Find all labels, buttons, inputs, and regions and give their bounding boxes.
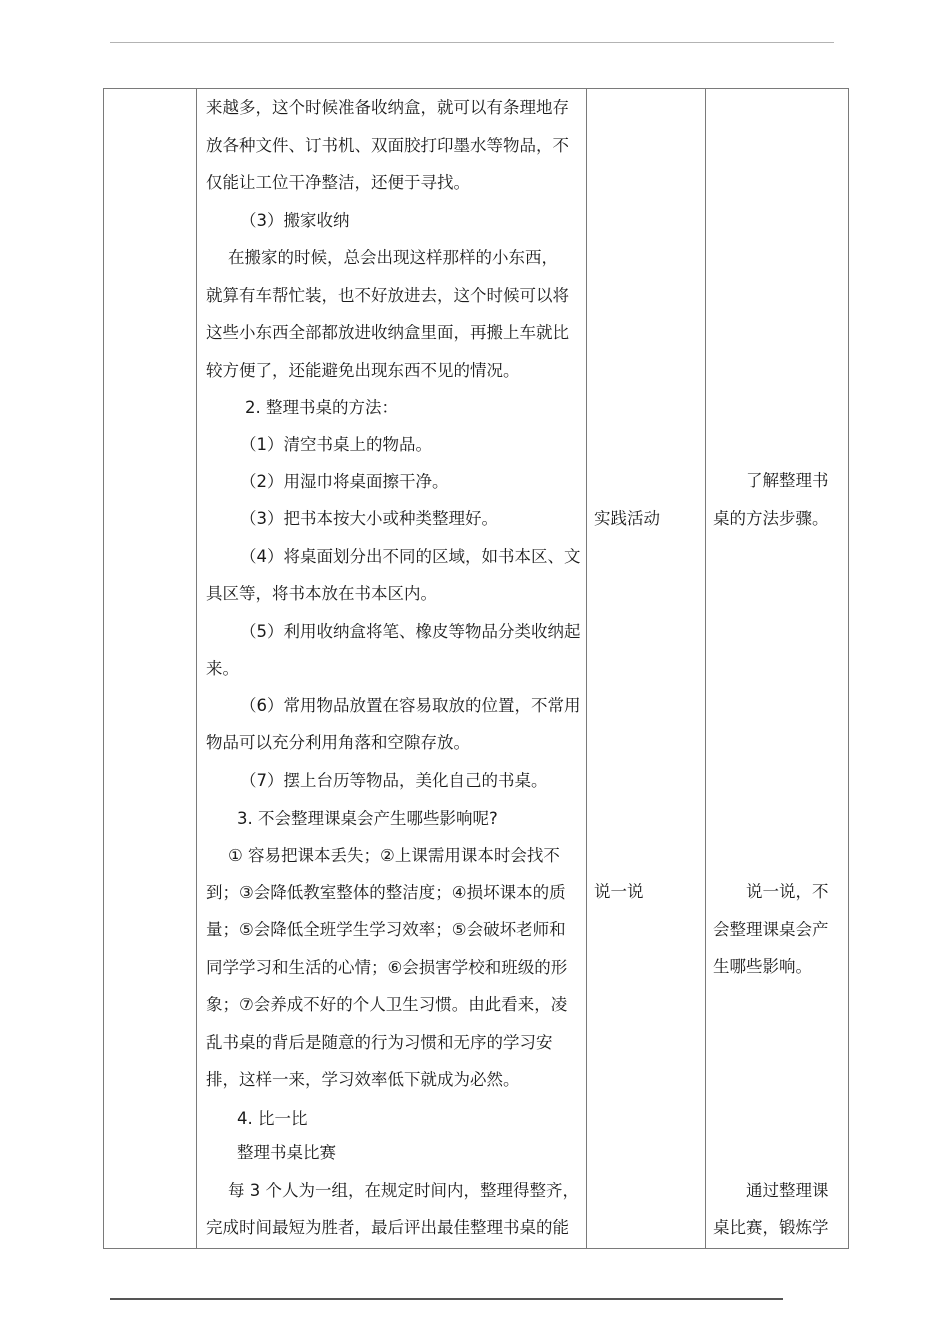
content-line: 2. 整理书桌的方法： — [245, 398, 398, 417]
goal-line: 通过整理课 — [746, 1181, 829, 1200]
table-border — [586, 88, 587, 1249]
content-line: 这些小东西全部都放进收纳盒里面，再搬上车就比 — [206, 323, 569, 342]
content-line: 来越多，这个时候准备收纳盒，就可以有条理地存 — [206, 98, 569, 117]
content-line: 放各种文件、订书机、双面胶打印墨水等物品，不 — [206, 136, 569, 155]
activity-label: 说一说 — [594, 882, 644, 901]
content-line: （6）常用物品放置在容易取放的位置，不常用 — [240, 696, 581, 715]
goal-line: 会整理课桌会产 — [713, 920, 829, 939]
footer-rule — [110, 1298, 783, 1300]
content-line: （4）将桌面划分出不同的区域，如书本区、文 — [240, 547, 581, 566]
table-top-border — [103, 88, 849, 89]
table-border — [103, 88, 104, 1249]
content-line: （3）搬家收纳 — [240, 211, 350, 230]
content-line: （1）清空书桌上的物品。 — [240, 435, 432, 454]
content-line: （2）用湿巾将桌面擦干净。 — [240, 472, 449, 491]
table-bottom-border — [103, 1248, 849, 1249]
content-line: 4. 比一比 — [237, 1109, 308, 1128]
content-line: （5）利用收纳盒将笔、橡皮等物品分类收纳起 — [240, 622, 581, 641]
goal-line: 了解整理书 — [746, 471, 829, 490]
content-line: 就算有车帮忙装，也不好放进去，这个时候可以将 — [206, 286, 569, 305]
content-line: 每 3 个人为一组，在规定时间内，整理得整齐， — [228, 1181, 579, 1200]
table-border — [848, 88, 849, 1249]
content-line: 完成时间最短为胜者，最后评出最佳整理书桌的能 — [206, 1218, 569, 1237]
goal-line: 桌比赛，锻炼学 — [713, 1218, 829, 1237]
content-line: 同学学习和生活的心情；⑥会损害学校和班级的形 — [206, 958, 568, 977]
content-line: 乱书桌的背后是随意的行为习惯和无序的学习安 — [206, 1033, 553, 1052]
content-line: ① 容易把课本丢失；②上课需用课本时会找不 — [228, 846, 560, 865]
content-line: 整理书桌比赛 — [237, 1143, 336, 1162]
content-line: 物品可以充分利用角落和空隙存放。 — [206, 733, 470, 752]
content-line: （3）把书本按大小或种类整理好。 — [240, 509, 498, 528]
content-line: 量；⑤会降低全班学生学习效率；⑤会破坏老师和 — [206, 920, 566, 939]
goal-line: 桌的方法步骤。 — [713, 509, 829, 528]
activity-label: 实践活动 — [594, 509, 660, 528]
goal-line: 生哪些影响。 — [713, 957, 812, 976]
table-border — [705, 88, 706, 1249]
content-line: 3. 不会整理课桌会产生哪些影响呢? — [237, 809, 498, 828]
content-line: 到；③会降低教室整体的整洁度；④损坏课本的质 — [206, 883, 566, 902]
content-line: 仅能让工位干净整洁，还便于寻找。 — [206, 173, 470, 192]
content-line: 象；⑦会养成不好的个人卫生习惯。由此看来，凌 — [206, 995, 568, 1014]
content-line: 排，这样一来，学习效率低下就成为必然。 — [206, 1070, 520, 1089]
content-line: 在搬家的时候，总会出现这样那样的小东西， — [228, 248, 558, 267]
header-rule — [110, 42, 834, 43]
content-line: 来。 — [206, 659, 239, 678]
content-line: 较方便了，还能避免出现东西不见的情况。 — [206, 361, 520, 380]
content-line: （7）摆上台历等物品，美化自己的书桌。 — [240, 771, 548, 790]
content-line: 具区等，将书本放在书本区内。 — [206, 584, 437, 603]
goal-line: 说一说，不 — [746, 882, 829, 901]
